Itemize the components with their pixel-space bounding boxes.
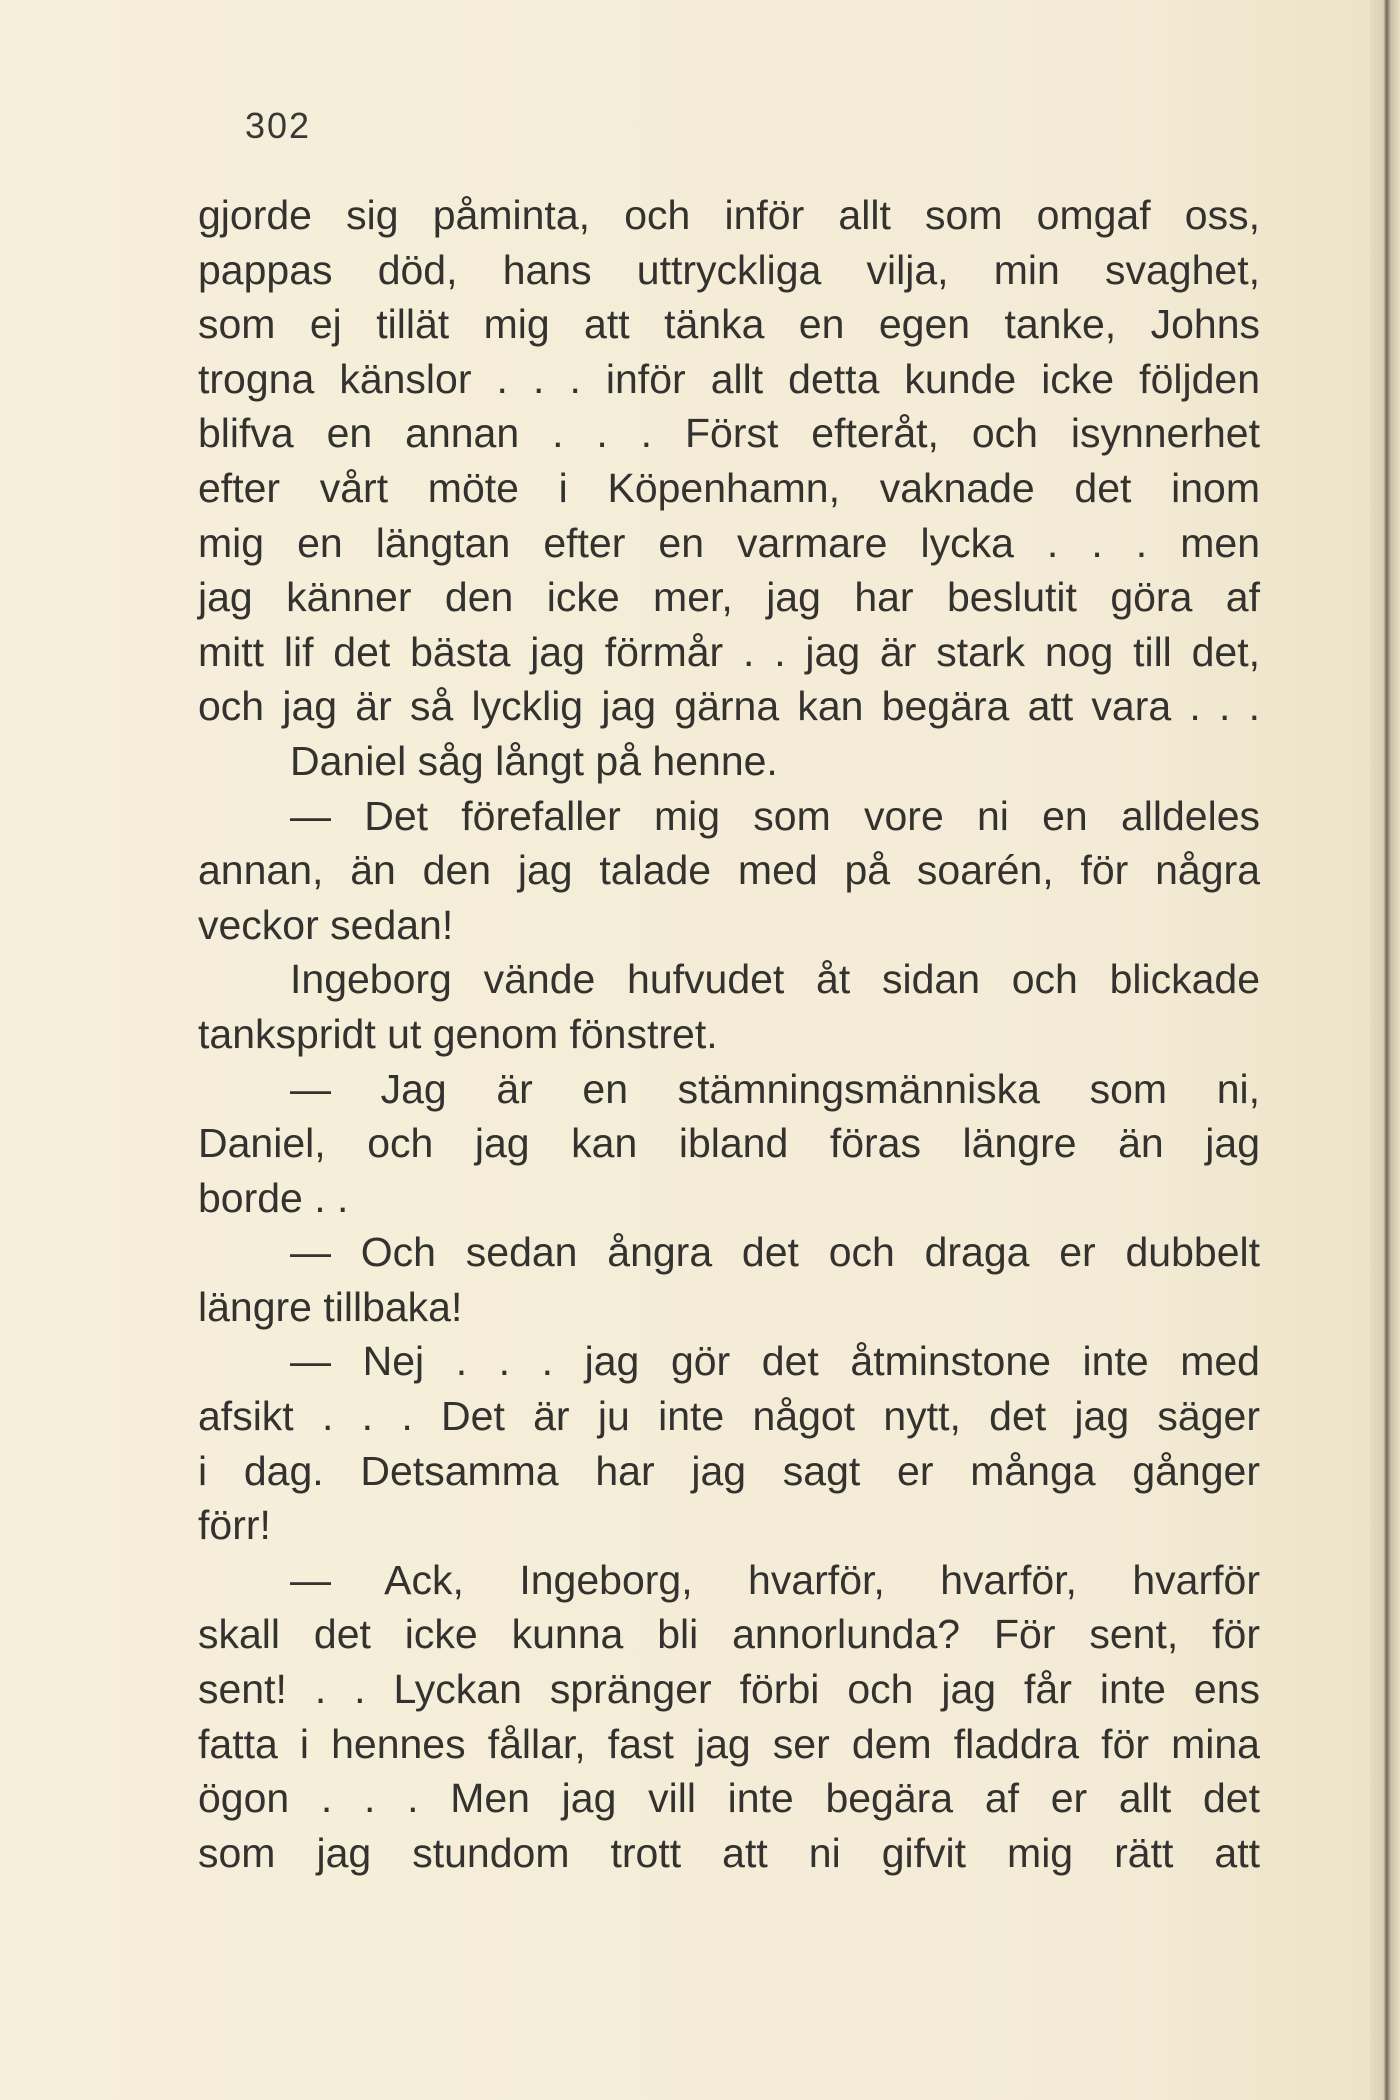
text-line: pappas död, hans uttryckliga vilja, min svaghet, bbox=[198, 246, 1260, 293]
text-line: borde . . bbox=[198, 1174, 349, 1221]
page-gutter bbox=[1370, 0, 1400, 2100]
text-line: i dag. Detsamma har jag sagt er många gånger bbox=[198, 1447, 1260, 1494]
text-line: jag känner den icke mer, jag har beslutit göra af bbox=[198, 574, 1260, 621]
text-line: — Och sedan ångra det och draga er dubbelt bbox=[290, 1229, 1260, 1276]
text-line: Daniel, och jag kan ibland föras längre än jag bbox=[198, 1120, 1260, 1167]
text-line: afsikt . . . Det är ju inte något nytt, det jag säger bbox=[198, 1393, 1260, 1440]
text-line: tankspridt ut genom fönstret. bbox=[198, 1010, 718, 1057]
text-line: Ingeborg vände hufvudet åt sidan och blickade bbox=[290, 956, 1260, 1003]
text-line: efter vårt möte i Köpenhamn, vaknade det inom bbox=[198, 464, 1260, 511]
text-line: som ej tillät mig att tänka en egen tanke, Johns bbox=[198, 301, 1260, 348]
text-line: veckor sedan! bbox=[198, 901, 454, 948]
text-line: trogna känslor . . . inför allt detta kunde icke följden bbox=[198, 355, 1260, 402]
text-line: mitt lif det bästa jag förmår . . jag är stark nog till det, bbox=[198, 628, 1260, 675]
text-line: — Nej . . . jag gör det åtminstone inte med bbox=[290, 1338, 1260, 1385]
text-line: sent! . . Lyckan spränger förbi och jag får inte ens bbox=[198, 1666, 1260, 1713]
text-line: — Jag är en stämningsmänniska som ni, bbox=[290, 1065, 1260, 1112]
text-line: fatta i hennes fållar, fast jag ser dem fladdra för mina bbox=[198, 1720, 1260, 1767]
text-line: blifva en annan . . . Först efteråt, och isynnerhet bbox=[198, 410, 1260, 457]
text-line: — Ack, Ingeborg, hvarför, hvarför, hvarför bbox=[290, 1556, 1260, 1603]
text-line: längre tillbaka! bbox=[198, 1283, 463, 1330]
text-line: Daniel såg långt på henne. bbox=[290, 737, 778, 784]
text-line: skall det icke kunna bli annorlunda? För sent, för bbox=[198, 1611, 1260, 1658]
text-line: förr! bbox=[198, 1502, 271, 1549]
text-line: gjorde sig påminta, och inför allt som omgaf oss, bbox=[198, 192, 1260, 238]
text-line: — Det förefaller mig som vore ni en alldeles bbox=[290, 792, 1260, 839]
text-line: som jag stundom trott att ni gifvit mig rätt att bbox=[198, 1829, 1260, 1876]
text-line: mig en längtan efter en varmare lycka . . . men bbox=[198, 519, 1260, 566]
page-number: 302 bbox=[245, 105, 312, 146]
text-line: ögon . . . Men jag vill inte begära af er allt det bbox=[198, 1775, 1260, 1822]
text-line: annan, än den jag talade med på soarén, för några bbox=[198, 847, 1260, 894]
body-text bbox=[198, 188, 1260, 1880]
text-line: och jag är så lycklig jag gärna kan begära att vara . . . bbox=[198, 683, 1260, 730]
